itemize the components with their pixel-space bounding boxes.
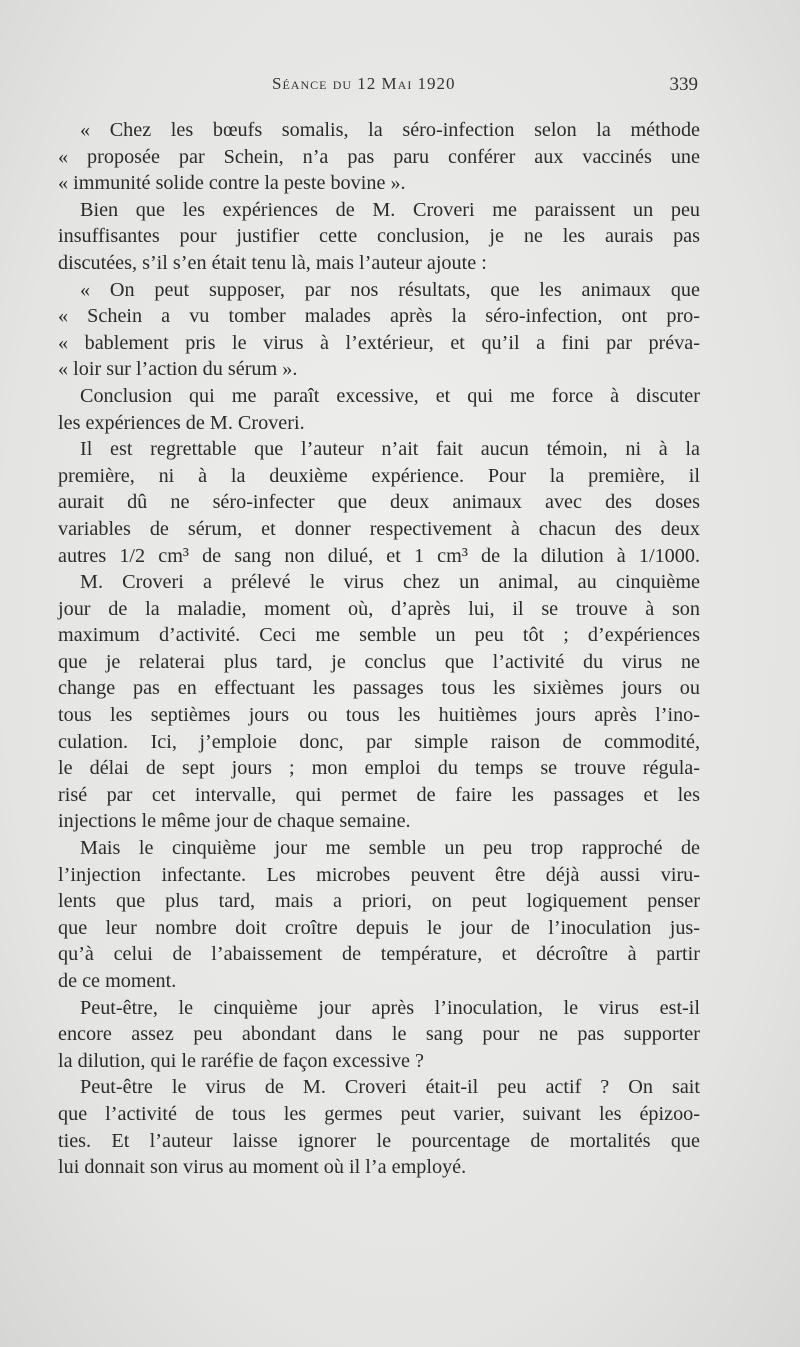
text-line: l’injection infectante. Les microbes peuvent être déjà aussi viru-: [58, 863, 700, 886]
text-line: « bablement pris le virus à l’extérieur, et qu’il a fini par préva-: [58, 331, 700, 354]
text-line: le délai de sept jours ; mon emploi du temps se trouve régula-: [58, 757, 700, 780]
text-line: lui donnait son virus au moment où il l’a employé.: [58, 1156, 467, 1179]
text-line: « Schein a vu tomber malades après la séro-infection, ont pro-: [58, 305, 700, 328]
text-line: « Chez les bœufs somalis, la séro-infection selon la méthode: [80, 119, 700, 141]
text-line: « proposée par Schein, n’a pas paru conférer aux vaccinés une: [58, 145, 700, 168]
text-line: Peut-être le virus de M. Croveri était-il peu actif ? On sait: [80, 1076, 700, 1099]
text-line: que je relaterai plus tard, je conclus que l’activité du virus ne: [58, 650, 700, 673]
running-title: Séance du 12 Mai 1920: [272, 74, 456, 93]
text-line: aurait dû ne séro-infecter que deux animaux avec des doses: [58, 491, 700, 514]
text-line: autres 1/2 cm³ de sang non dilué, et 1 cm³ de la dilution à 1/1000.: [58, 544, 700, 567]
text-line: risé par cet intervalle, qui permet de faire les passages et les: [58, 783, 700, 806]
text-line: Peut-être, le cinquième jour après l’inoculation, le virus est-il: [80, 996, 700, 1019]
text-line: ties. Et l’auteur laisse ignorer le pourcentage de mortalités que: [58, 1129, 700, 1152]
text-line: « immunité solide contre la peste bovine ».: [58, 172, 406, 195]
text-line: « loir sur l’action du sérum ».: [58, 358, 298, 381]
body-text: [58, 117, 700, 1181]
text-line: discutées, s’il s’en était tenu là, mais l’auteur ajoute :: [58, 251, 487, 274]
text-line: encore assez peu abondant dans le sang pour ne pas supporter: [58, 1023, 700, 1046]
text-line: que l’activité de tous les germes peut varier, suivant les épizoo-: [58, 1102, 700, 1125]
text-line: de ce moment.: [58, 970, 177, 992]
text-line: Il est regrettable que l’auteur n’ait fait aucun témoin, ni à la: [80, 438, 700, 461]
text-line: la dilution, qui le raréfie de façon excessive ?: [58, 1049, 425, 1072]
text-line: M. Croveri a prélevé le virus chez un animal, au cinquième: [80, 571, 700, 594]
page-header: [58, 74, 698, 104]
text-line: maximum d’activité. Ceci me semble un peu tôt ; d’expériences: [58, 624, 700, 647]
page-number: 339: [669, 74, 698, 95]
text-line: « On peut supposer, par nos résultats, que les animaux que: [80, 278, 700, 301]
text-line: Bien que les expériences de M. Croveri me paraissent un peu: [80, 198, 700, 221]
text-line: qu’à celui de l’abaissement de température, et décroître à partir: [58, 943, 700, 966]
text-line: lents que plus tard, mais a priori, on peut logiquement penser: [58, 890, 700, 913]
text-line: tous les septièmes jours ou tous les huitièmes jours après l’ino-: [58, 704, 700, 727]
text-line: injections le même jour de chaque semaine.: [58, 810, 411, 833]
text-line: change pas en effectuant les passages tous les sixièmes jours ou: [58, 677, 700, 700]
text-line: Mais le cinquième jour me semble un peu trop rapproché de: [80, 837, 700, 860]
text-line: première, ni à la deuxième expérience. Pour la première, il: [58, 464, 700, 487]
text-line: insuffisantes pour justifier cette conclusion, je ne les aurais pas: [58, 225, 700, 248]
text-line: les expériences de M. Croveri.: [58, 411, 305, 434]
text-line: Conclusion qui me paraît excessive, et qui me force à discuter: [80, 384, 700, 407]
text-line: culation. Ici, j’emploie donc, par simple raison de commodité,: [58, 730, 700, 753]
text-line: jour de la maladie, moment où, d’après lui, il se trouve à son: [58, 597, 700, 620]
text-line: variables de sérum, et donner respectivement à chacun des deux: [58, 517, 700, 540]
text-line: que leur nombre doit croître depuis le jour de l’inoculation jus-: [58, 916, 700, 939]
